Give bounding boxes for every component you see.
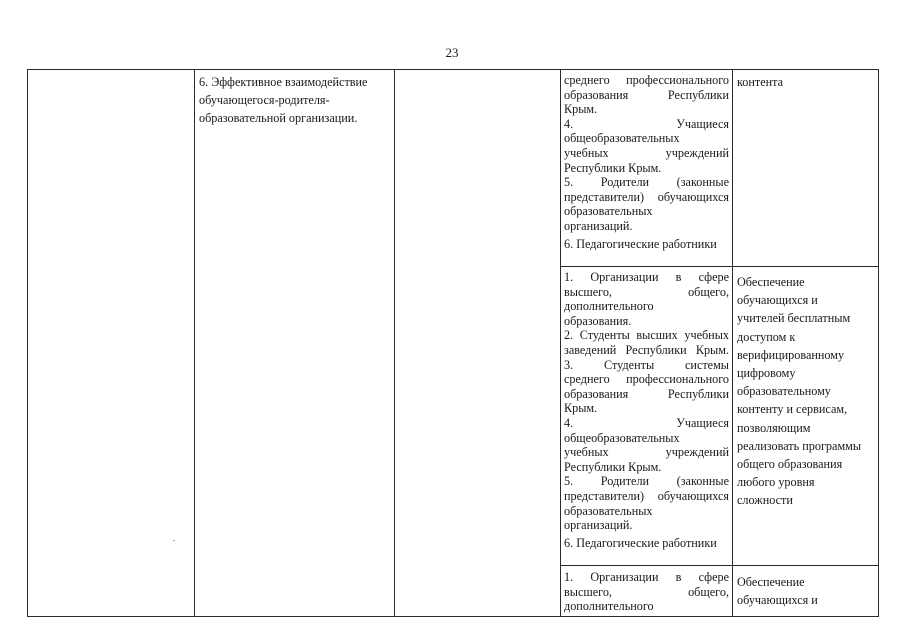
result-line: верифицированному: [737, 347, 845, 362]
result-line: реализовать программы: [737, 438, 862, 453]
audience-line: организаций.: [564, 218, 633, 233]
scan-speck: [173, 540, 175, 541]
audience-line: 1. Организации в сфере: [564, 270, 729, 284]
audience-line: представители) обучающихся: [564, 488, 729, 503]
audience-cell-row2: [564, 270, 729, 550]
audience-line: высшего, общего,: [564, 584, 729, 599]
result-line: контента: [737, 75, 784, 89]
audience-line: дополнительного: [564, 299, 654, 314]
audience-cell-row1: [564, 73, 729, 251]
audience-line: 2. Студенты высших учебных: [564, 328, 729, 343]
audience-line: образования Республики: [564, 386, 729, 401]
col-border-0: [27, 69, 28, 617]
audience-line: учебных учреждений: [564, 445, 729, 460]
result-line: сложности: [737, 493, 793, 508]
audience-line: общеобразовательных: [564, 131, 680, 146]
audience-line: образования Республики: [564, 87, 729, 102]
row-divider-1: [560, 266, 878, 267]
row-divider-2: [560, 565, 878, 566]
result-line: обучающихся и: [737, 293, 818, 308]
audience-cell-row3: [564, 570, 729, 614]
col-border-4: [732, 69, 733, 617]
audience-line: 4. Учащиеся: [564, 415, 729, 430]
audience-line: Республики Крым.: [564, 459, 662, 474]
goal-line: обучающегося-родителя-: [199, 93, 330, 108]
result-line: цифровому: [737, 366, 796, 381]
audience-line: среднего профессионального: [564, 372, 729, 387]
result-line: контенту и сервисам,: [737, 402, 848, 417]
result-line: обучающихся и: [737, 593, 818, 608]
audience-line: образовательных: [564, 204, 653, 219]
audience-line: 3. Студенты системы: [564, 357, 729, 372]
audience-line: дополнительного: [564, 599, 654, 614]
result-line: образовательному: [737, 384, 831, 399]
audience-line: среднего профессионального: [564, 73, 729, 87]
audience-line: 5. Родители (законные: [564, 474, 729, 489]
result-line: учителей бесплатным: [737, 311, 851, 326]
result-line: позволяющим: [737, 420, 811, 435]
result-line: любого уровня: [737, 475, 815, 490]
result-cell-row3: [737, 573, 875, 609]
result-cell-row1: [737, 73, 875, 91]
col-border-5: [878, 69, 879, 617]
audience-line: Крым.: [564, 401, 598, 416]
table-bottom-border: [27, 616, 878, 617]
table-top-border: [27, 69, 878, 70]
audience-line: общеобразовательных: [564, 430, 680, 445]
goal-line: 6. Эффективное взаимодействие: [199, 75, 368, 89]
col-border-3: [560, 69, 561, 617]
col-border-2: [394, 69, 395, 617]
audience-line: высшего, общего,: [564, 284, 729, 299]
audience-line: организаций.: [564, 518, 633, 533]
col-border-1: [194, 69, 195, 617]
audience-line: 6. Педагогические работники: [564, 236, 717, 251]
result-line: общего образования: [737, 457, 843, 472]
audience-line: 6. Педагогические работники: [564, 535, 717, 550]
audience-line: Крым.: [564, 102, 598, 117]
audience-line: образования.: [564, 313, 632, 328]
audience-line: заведений Республики Крым.: [564, 342, 729, 357]
audience-line: образовательных: [564, 503, 653, 518]
goal-cell: [199, 73, 389, 128]
result-line: доступом к: [737, 329, 796, 344]
result-line: Обеспечение: [737, 575, 805, 589]
audience-line: представители) обучающихся: [564, 189, 729, 204]
audience-line: 4. Учащиеся: [564, 116, 729, 131]
audience-line: 1. Организации в сфере: [564, 570, 729, 584]
audience-line: 5. Родители (законные: [564, 175, 729, 190]
audience-line: Республики Крым.: [564, 160, 662, 175]
audience-line: учебных учреждений: [564, 145, 729, 160]
goal-line: образовательной организации.: [199, 111, 358, 126]
result-cell-row2: [737, 273, 875, 510]
page-number: 23: [445, 45, 459, 60]
result-line: Обеспечение: [737, 275, 805, 289]
